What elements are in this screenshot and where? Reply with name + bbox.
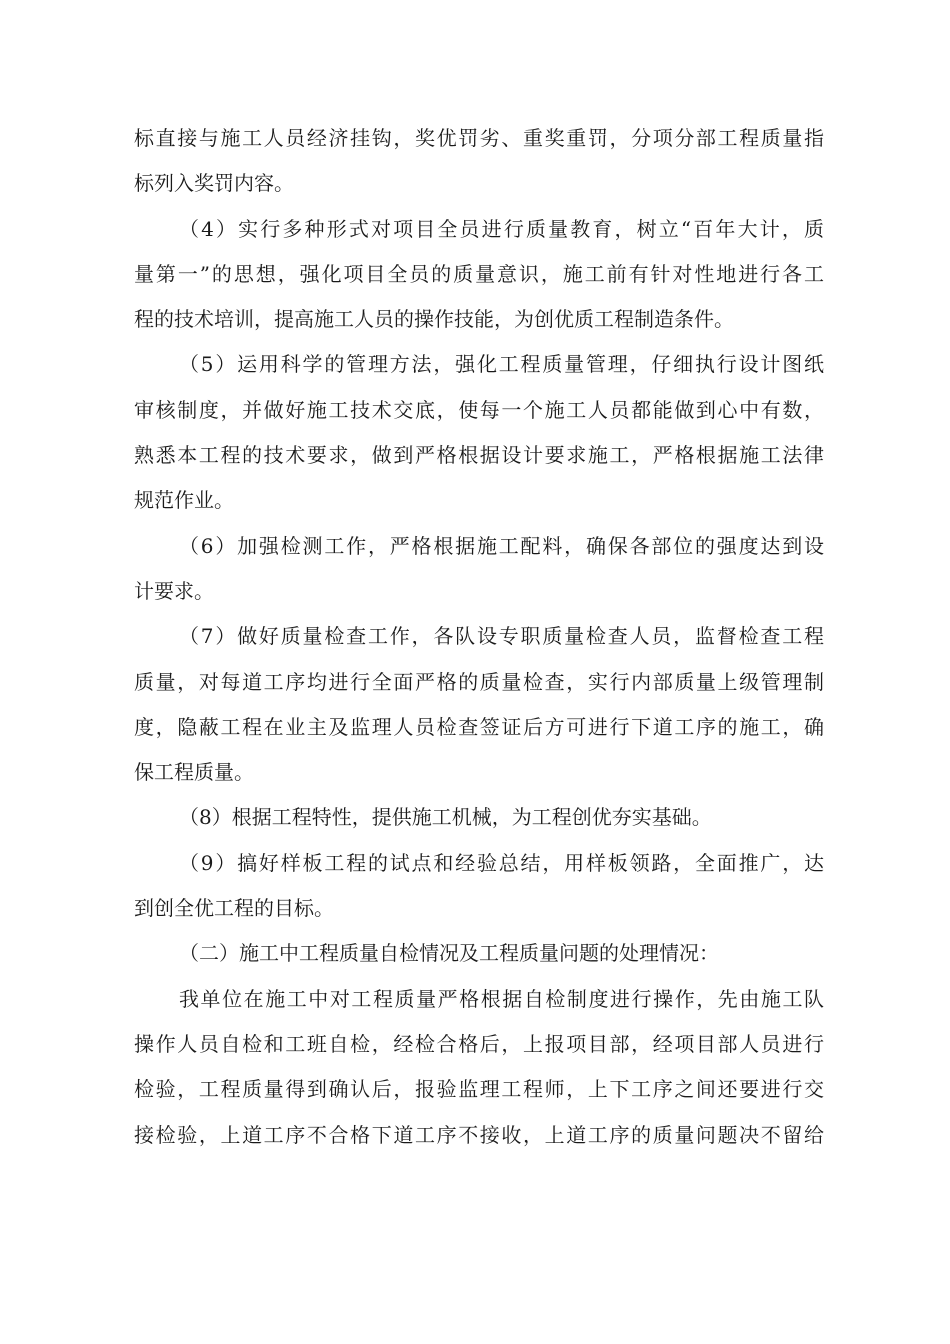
text-line: （5）运用科学的管理方法，强化工程质量管理，仔细执行设计图纸 xyxy=(179,352,824,377)
text-line: 操作人员自检和工班自检，经检合格后，上报项目部，经项目部人员进行 xyxy=(134,1031,824,1056)
text-line: （6）加强检测工作，严格根据施工配料，确保各部位的强度达到设 xyxy=(179,533,824,558)
text-line: 审核制度，并做好施工技术交底，使每一个施工人员都能做到心中有数， xyxy=(134,397,824,422)
text-line: 保工程质量。 xyxy=(134,760,254,785)
text-line: 量第一”的思想，强化项目全员的质量意识，施工前有针对性地进行各工 xyxy=(134,261,824,286)
text-line: 标直接与施工人员经济挂钩，奖优罚劣、重奖重罚，分项分部工程质量指 xyxy=(134,126,824,150)
body-text xyxy=(134,116,824,1158)
text-line: 标列入奖罚内容。 xyxy=(134,171,294,196)
text-line: 质量，对每道工序均进行全面严格的质量检查，实行内部质量上级管理制 xyxy=(134,669,824,694)
text-line: 到创全优工程的目标。 xyxy=(134,896,334,921)
text-line: 检验，工程质量得到确认后，报验监理工程师，上下工序之间还要进行交 xyxy=(134,1077,824,1102)
text-line: 规范作业。 xyxy=(134,488,234,513)
text-line: （7）做好质量检查工作，各队设专职质量检查人员，监督检查工程 xyxy=(179,624,824,649)
text-line: （4）实行多种形式对项目全员进行质量教育，树立“百年大计，质 xyxy=(179,216,824,241)
section-heading: （二）施工中工程质量自检情况及工程质量问题的处理情况： xyxy=(179,941,719,966)
text-line: 接检验，上道工序不合格下道工序不接收，上道工序的质量问题决不留给 xyxy=(134,1122,824,1147)
text-line: 程的技术培训，提高施工人员的操作技能，为创优质工程制造条件。 xyxy=(134,307,734,332)
text-line: （9）搞好样板工程的试点和经验总结，用样板领路，全面推广，达 xyxy=(179,850,824,875)
text-line: （8）根据工程特性，提供施工机械，为工程创优夯实基础。 xyxy=(179,805,712,830)
text-line: 度，隐蔽工程在业主及监理人员检查签证后方可进行下道工序的施工，确 xyxy=(134,714,824,739)
text-line: 熟悉本工程的技术要求，做到严格根据设计要求施工，严格根据施工法律 xyxy=(134,443,824,468)
text-line: 计要求。 xyxy=(134,578,214,603)
text-line: 我单位在施工中对工程质量严格根据自检制度进行操作，先由施工队 xyxy=(179,986,824,1011)
